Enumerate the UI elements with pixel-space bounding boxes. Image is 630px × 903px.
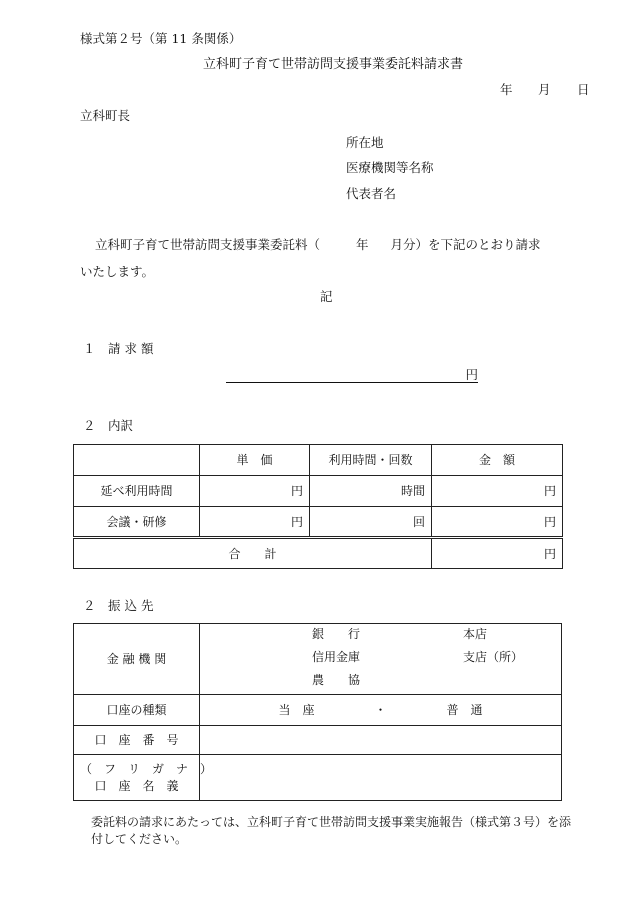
row-amount: 円: [432, 476, 563, 507]
body-line-2: いたします。: [80, 264, 155, 279]
account-number-label: 口 座 番 号: [74, 726, 200, 755]
row-quantity: 回: [310, 507, 432, 538]
date-month: 月: [538, 82, 551, 97]
account-type-label: 口座の種類: [74, 695, 200, 726]
bank-label: 金 融 機 関: [74, 624, 200, 695]
bank-field: [200, 624, 562, 695]
account-type-row: [74, 695, 562, 726]
total-amount: 円: [432, 538, 563, 569]
row-label: 延べ利用時間: [74, 476, 200, 507]
date-year: 年: [500, 82, 513, 97]
bank-type-shinkin: 信用金庫: [312, 650, 361, 664]
header-usage: 利用時間・回数: [310, 445, 432, 476]
representative-label: 代表者名: [346, 186, 397, 201]
row-unit-price: 円: [200, 476, 310, 507]
header-amount: 金 額: [432, 445, 563, 476]
section-billing-amount-heading: １ 請 求 額: [83, 341, 154, 356]
section-breakdown-heading: ２ 内訳: [83, 418, 134, 433]
bank-type-bank: 銀 行: [312, 627, 361, 641]
bank-row: [74, 624, 562, 695]
header-blank: [74, 445, 200, 476]
institution-label: 医療機関等名称: [346, 160, 434, 175]
addressee: 立科町長: [80, 108, 131, 123]
total-label: 合 計: [74, 538, 432, 569]
row-unit-price: 円: [200, 507, 310, 538]
date-day: 日: [577, 82, 590, 97]
section-transfer-heading: ２ 振 込 先: [83, 598, 154, 613]
address-label: 所在地: [346, 135, 384, 150]
breakdown-table: [73, 444, 563, 569]
account-number-field: [200, 726, 562, 755]
total-row: [74, 538, 563, 569]
branch-type-main: 本店: [463, 627, 488, 641]
row-amount: 円: [432, 507, 563, 538]
branch-type-branch: 支店（所）: [463, 650, 524, 664]
ki-heading: 記: [320, 289, 333, 304]
row-quantity: 時間: [310, 476, 432, 507]
body-line-1: 立科町子育て世帯訪問支援事業委託料（ 年 月分）を下記のとおり請求: [95, 237, 541, 252]
bank-type-nokyo: 農 協: [312, 673, 361, 687]
row-label: 会議・研修: [74, 507, 200, 538]
account-holder-label: [74, 755, 213, 801]
account-holder-field: [200, 755, 562, 801]
document-title: 立科町子育て世帯訪問支援事業委託料請求書: [203, 57, 464, 72]
table-row: [74, 507, 563, 538]
transfer-table: [73, 623, 562, 801]
billing-amount-field: 円: [226, 369, 478, 383]
account-type-options: 当 座 ・ 普 通: [200, 695, 562, 726]
form-number: 様式第２号（第 11 条関係）: [80, 31, 242, 46]
breakdown-header-row: [74, 445, 563, 476]
account-number-row: [74, 726, 562, 755]
kana-label: （ フ リ ガ ナ ）: [80, 761, 213, 776]
note-line-1: 委託料の請求にあたっては、立科町子育て世帯訪問支援事業実施報告（様式第３号）を添: [91, 815, 572, 829]
table-row: [74, 476, 563, 507]
note-line-2: 付してください。: [91, 832, 188, 846]
account-holder-row: [74, 755, 562, 801]
header-unit-price: 単 価: [200, 445, 310, 476]
holder-label: 口 座 名 義: [94, 778, 179, 793]
